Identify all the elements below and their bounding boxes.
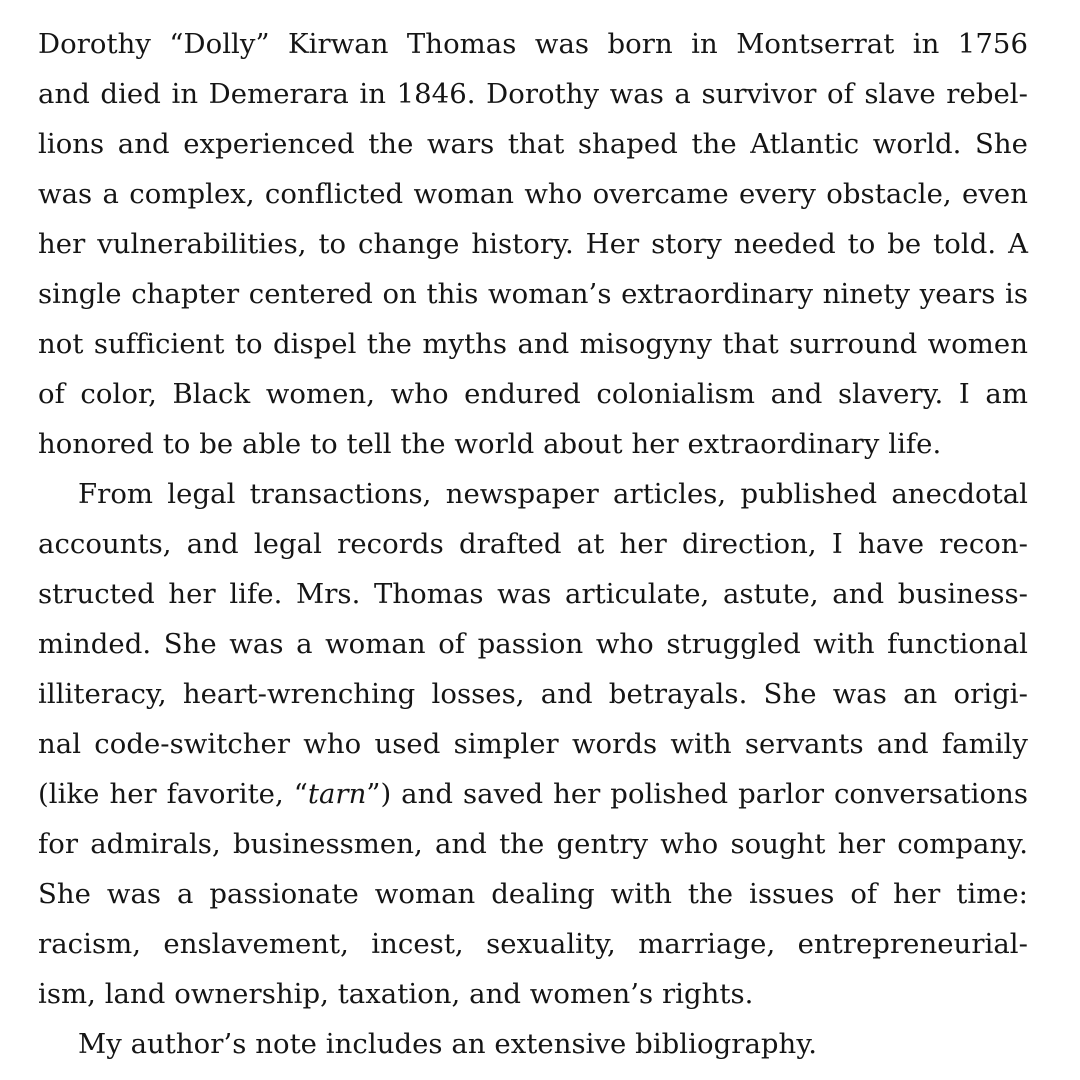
text-line: structed her life. Mrs. Thomas was articulate, astute, and business- — [38, 578, 1028, 610]
text-line: not sufficient to dispel the myths and misogyny that surround women — [38, 328, 1028, 360]
text-line: She was a passionate woman dealing with the issues of her time: — [38, 878, 1028, 910]
text-line-with-italic — [38, 769, 1028, 819]
italic-word: tarn — [307, 778, 367, 810]
text-line: single chapter centered on this woman’s extraordinary ninety years is — [38, 278, 1028, 310]
text-line: honored to be able to tell the world about her extraordinary life. — [38, 428, 942, 460]
paragraph-2 — [38, 469, 1028, 1019]
paragraph-3 — [38, 1019, 1028, 1069]
text-line: accounts, and legal records drafted at her direction, I have recon- — [38, 528, 1028, 560]
text-line: My author’s note includes an extensive bibliography. — [78, 1028, 818, 1060]
text-line: nal code-switcher who used simpler words with servants and family — [38, 728, 1028, 760]
text-line: her vulnerabilities, to change history. Her story needed to be told. A — [38, 228, 1028, 260]
text-line: ism, land ownership, taxation, and women’s rights. — [38, 978, 754, 1010]
text-line: for admirals, businessmen, and the gentry who sought her company. — [38, 828, 1028, 860]
text-line: was a complex, conflicted woman who overcame every obstacle, even — [38, 178, 1028, 210]
text-segment: (like her favorite, “ — [38, 778, 308, 810]
text-line: lions and experienced the wars that shaped the Atlantic world. She — [38, 128, 1028, 160]
text-line: of color, Black women, who endured colonialism and slavery. I am — [38, 378, 1028, 410]
book-page-text — [38, 19, 1028, 1069]
paragraph-1 — [38, 19, 1028, 469]
text-line: racism, enslavement, incest, sexuality, marriage, entrepreneurial- — [38, 928, 1028, 960]
text-line: and died in Demerara in 1846. Dorothy was a survivor of slave rebel- — [38, 78, 1028, 110]
text-line: minded. She was a woman of passion who struggled with functional — [38, 628, 1028, 660]
text-line: illiteracy, heart-wrenching losses, and betrayals. She was an origi- — [38, 678, 1028, 710]
text-line: Dorothy “Dolly” Kirwan Thomas was born in Montserrat in 1756 — [38, 28, 1028, 60]
text-segment: ”) and saved her polished parlor conversations — [366, 778, 1028, 810]
text-line: From legal transactions, newspaper articles, published anecdotal — [78, 478, 1028, 510]
